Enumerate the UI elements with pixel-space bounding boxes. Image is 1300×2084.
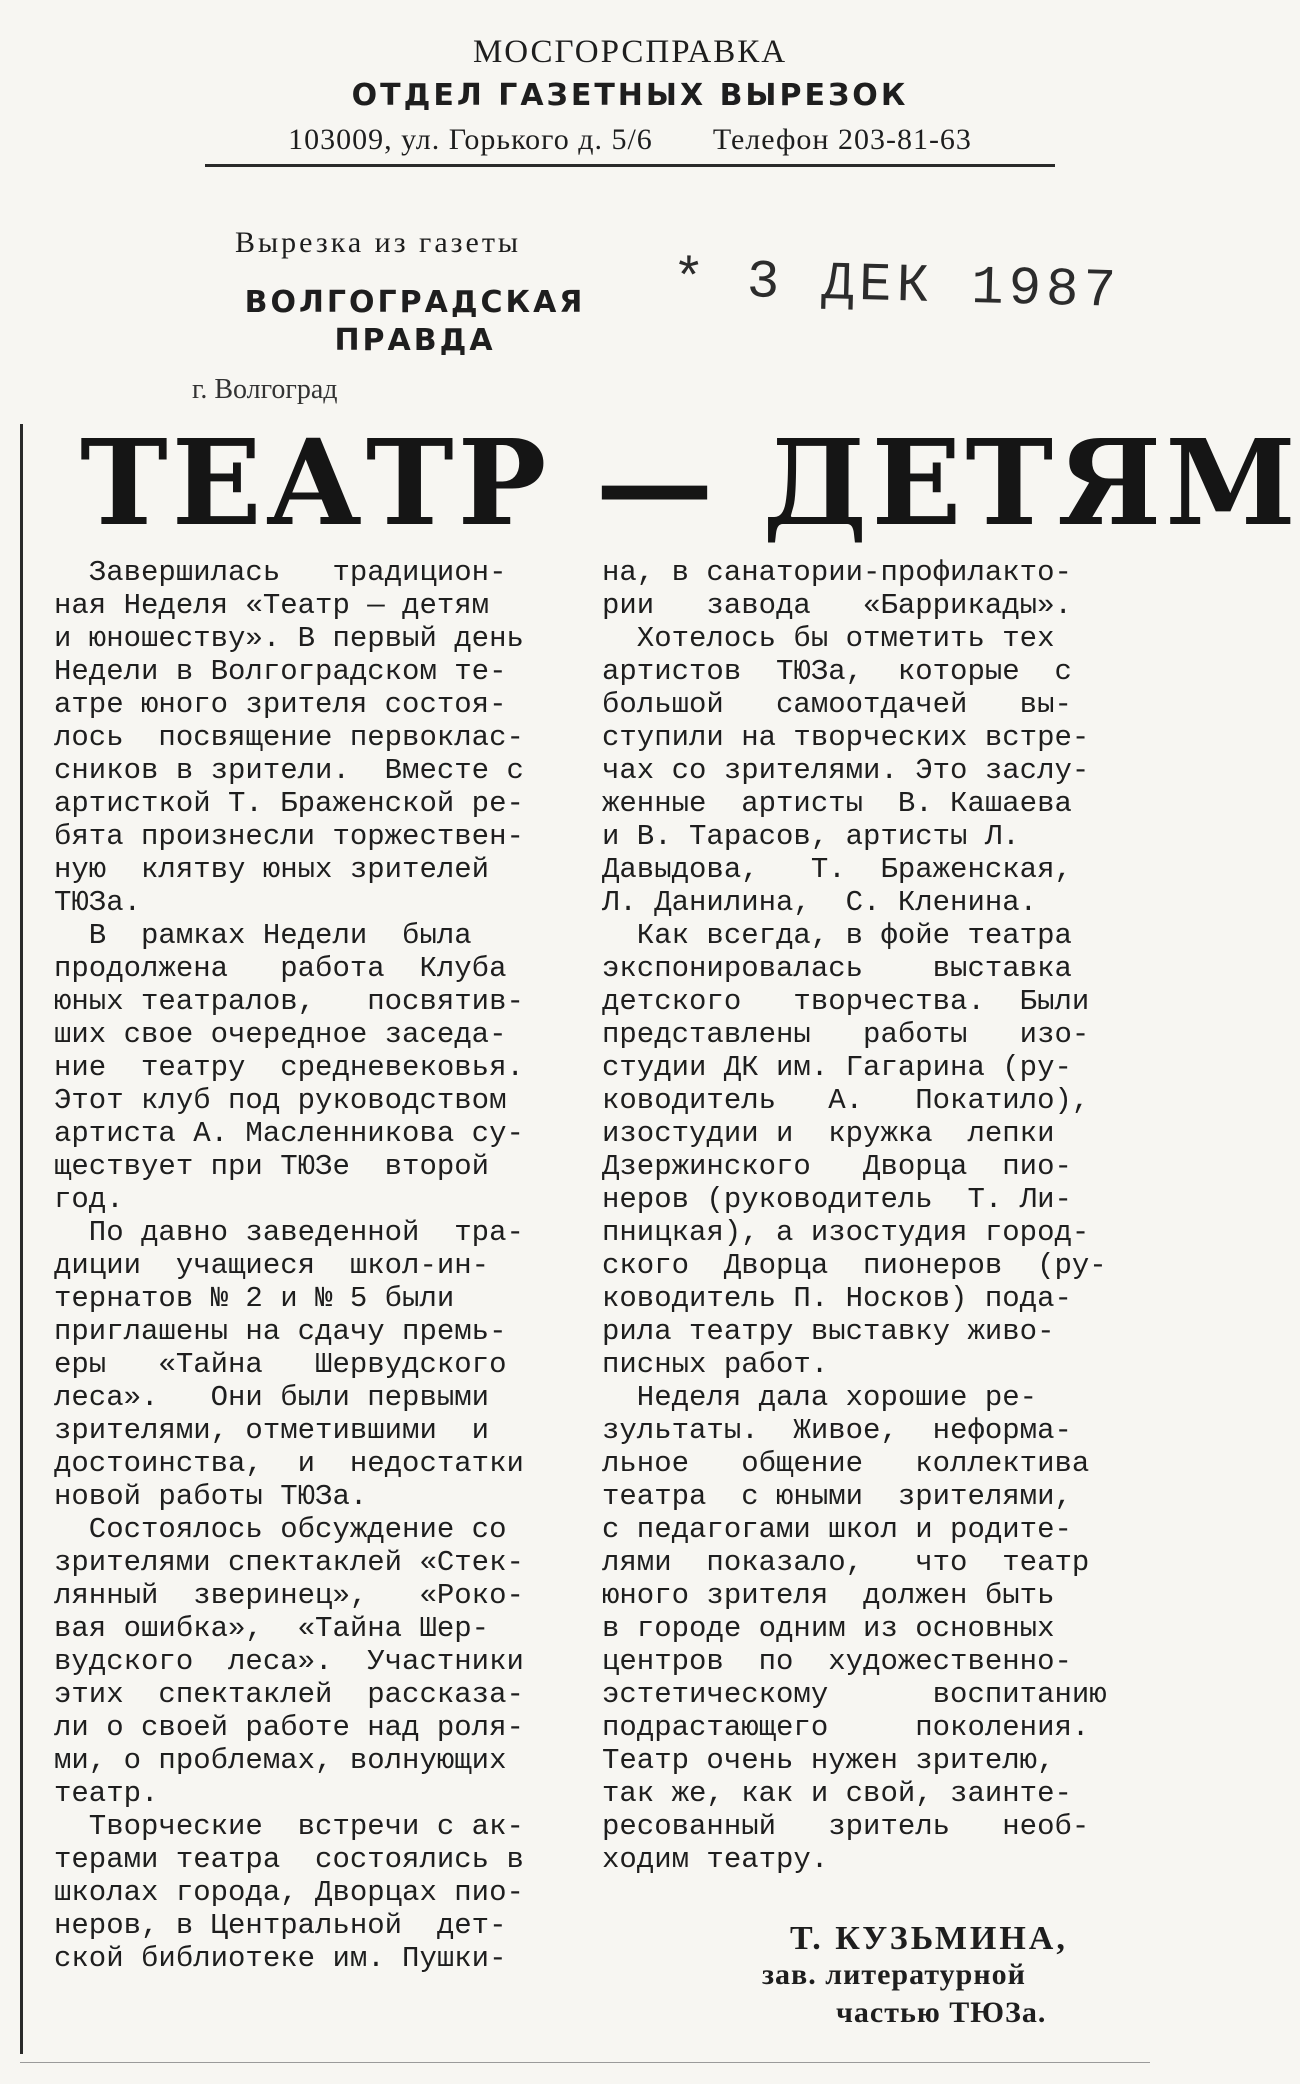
text-line: По давно заведенной тра- — [54, 1216, 524, 1249]
text-line: год. — [54, 1183, 124, 1216]
text-line: еры «Тайна Шервудского — [54, 1348, 507, 1381]
date-stamp: * 3 ДЕК 1987 — [671, 250, 1122, 323]
text-line: артисткой Т. Браженской ре- — [54, 787, 524, 820]
text-line: сников в зрители. Вместе с — [54, 754, 524, 787]
text-line: Недели в Волгоградском те- — [54, 655, 507, 688]
text-line: ная Неделя «Театр — детям — [54, 589, 490, 622]
newspaper-name — [240, 284, 590, 360]
newspaper-city: г. Волгоград — [192, 374, 338, 405]
text-line: ресованный зритель необ- — [602, 1810, 1090, 1843]
article-headline: ТЕАТР — ДЕТЯМ — [80, 413, 1300, 552]
text-line: зультаты. Живое, неформа- — [602, 1414, 1072, 1447]
text-line: Театр очень нужен зрителю, — [602, 1744, 1055, 1777]
text-line: артиста А. Масленникова су- — [54, 1117, 524, 1150]
text-line: неров (руководитель Т. Ли- — [602, 1183, 1072, 1216]
text-line: экспонировалась выставка — [602, 952, 1072, 985]
text-line: ную клятву юных зрителей — [54, 853, 490, 886]
text-line: эстетическому воспитанию — [602, 1678, 1107, 1711]
text-line: новой работы ТЮЗа. — [54, 1480, 368, 1513]
text-line: лями показало, что театр — [602, 1546, 1090, 1579]
stamp-divider — [205, 164, 1055, 167]
text-line: школах города, Дворцах пио- — [54, 1876, 524, 1909]
text-line: достоинства, и недостатки — [54, 1447, 524, 1480]
text-line: подрастающего поколения. — [602, 1711, 1090, 1744]
text-line: Состоялось обсуждение со — [54, 1513, 507, 1546]
text-line: Хотелось бы отметить тех — [602, 622, 1055, 655]
text-line: диции учащиеся школ-ин- — [54, 1249, 490, 1282]
text-line: зрителями спектаклей «Стек- — [54, 1546, 524, 1579]
text-line: ководитель П. Носков) пода- — [602, 1282, 1072, 1315]
text-line: в городе одним из основных — [602, 1612, 1055, 1645]
text-line: Этот клуб под руководством — [54, 1084, 507, 1117]
text-line: неров, в Центральной дет- — [54, 1909, 507, 1942]
text-line: ших свое очередное заседа- — [54, 1018, 507, 1051]
text-line: атре юного зрителя состоя- — [54, 688, 507, 721]
clipping-label: Вырезка из газеты — [235, 226, 522, 259]
bottom-edge-line — [20, 2062, 1150, 2063]
text-line: рила театру выставку живо- — [602, 1315, 1055, 1348]
text-line: этих спектаклей рассказа- — [54, 1678, 524, 1711]
text-line: представлены работы изо- — [602, 1018, 1090, 1051]
text-line: ходим театру. — [602, 1843, 829, 1876]
text-line: Дзержинского Дворца пио- — [602, 1150, 1072, 1183]
text-line: Как всегда, в фойе театра — [602, 919, 1072, 952]
text-line: леса». Они были первыми — [54, 1381, 490, 1414]
text-line: театр. — [54, 1777, 159, 1810]
text-line: ми, о проблемах, волнующих — [54, 1744, 507, 1777]
article-column-right — [602, 556, 1138, 1876]
text-line: и В. Тарасов, артисты Л. — [602, 820, 1020, 853]
text-line: изостудии и кружка лепки — [602, 1117, 1055, 1150]
text-line: бята произнесли торжествен- — [54, 820, 524, 853]
text-line: женные артисты В. Кашаева — [602, 787, 1072, 820]
text-line: тернатов № 2 и № 5 были — [54, 1282, 455, 1315]
text-line: ского Дворца пионеров (ру- — [602, 1249, 1107, 1282]
text-line: ние театру средневековья. — [54, 1051, 524, 1084]
agency-name: МОСГОРСПРАВКА — [472, 34, 788, 70]
agency-stamp — [200, 30, 1060, 162]
text-line: ли о своей работе над роля- — [54, 1711, 524, 1744]
text-line: Л. Данилина, С. Кленина. — [602, 886, 1038, 919]
text-line: с педагогами школ и родите- — [602, 1513, 1072, 1546]
text-line: лось посвящение первоклас- — [54, 721, 524, 754]
text-line: Неделя дала хорошие ре- — [602, 1381, 1038, 1414]
text-line: на, в санатории-профилакто- — [602, 556, 1072, 589]
text-line: писных работ. — [602, 1348, 829, 1381]
text-line: так же, как и свой, заинте- — [602, 1777, 1072, 1810]
text-line: студии ДК им. Гагарина (ру- — [602, 1051, 1072, 1084]
text-line: ководитель А. Покатило), — [602, 1084, 1090, 1117]
text-line: большой самоотдачей вы- — [602, 688, 1072, 721]
agency-phone: Телефон 203-81-63 — [712, 123, 972, 156]
text-line: В рамках Недели была — [54, 919, 472, 952]
text-line: юного зрителя должен быть — [602, 1579, 1055, 1612]
column-border — [20, 424, 23, 2054]
text-line: ступили на творческих встре- — [602, 721, 1090, 754]
department-name: ОТДЕЛ ГАЗЕТНЫХ ВЫРЕЗОК — [351, 78, 909, 113]
text-line: терами театра состоялись в — [54, 1843, 524, 1876]
text-line: ской библиотеке им. Пушки- — [54, 1942, 507, 1975]
text-line: приглашены на сдачу премь- — [54, 1315, 507, 1348]
text-line: центров по художественно- — [602, 1645, 1072, 1678]
text-line: детского творчества. Были — [602, 985, 1090, 1018]
text-line: Завершилась традицион- — [54, 556, 507, 589]
text-line: артистов ТЮЗа, которые с — [602, 655, 1072, 688]
text-line: рии завода «Баррикады». — [602, 589, 1072, 622]
author-position-line1: зав. литературной — [762, 1958, 1026, 1991]
text-line: ТЮЗа. — [54, 886, 142, 919]
text-line: чах со зрителями. Это заслу- — [602, 754, 1090, 787]
newspaper-name-line1: ВОЛГОГРАДСКАЯ — [244, 285, 586, 320]
text-line: лянный зверинец», «Роко- — [54, 1579, 524, 1612]
text-line: юных театралов, посвятив- — [54, 985, 524, 1018]
agency-address: 103009, ул. Горького д. 5/6 — [288, 123, 653, 156]
text-line: Творческие встречи с ак- — [54, 1810, 524, 1843]
text-line: вудского леса». Участники — [54, 1645, 524, 1678]
newspaper-name-line2: ПРАВДА — [334, 323, 496, 358]
text-line: театра с юными зрителями, — [602, 1480, 1072, 1513]
text-line: пницкая), а изостудия город- — [602, 1216, 1090, 1249]
article-column-left — [54, 556, 574, 1975]
text-line: продолжена работа Клуба — [54, 952, 507, 985]
text-line: ществует при ТЮЗе второй — [54, 1150, 490, 1183]
agency-contacts — [200, 118, 1060, 162]
text-line: зрителями, отметившими и — [54, 1414, 490, 1447]
author-position-line2: частью ТЮЗа. — [836, 1996, 1047, 2029]
text-line: Давыдова, Т. Браженская, — [602, 853, 1072, 886]
author-name: Т. КУЗЬМИНА, — [790, 1920, 1068, 1957]
text-line: льное общение коллектива — [602, 1447, 1090, 1480]
text-line: и юношеству». В первый день — [54, 622, 524, 655]
text-line: вая ошибка», «Тайна Шер- — [54, 1612, 490, 1645]
